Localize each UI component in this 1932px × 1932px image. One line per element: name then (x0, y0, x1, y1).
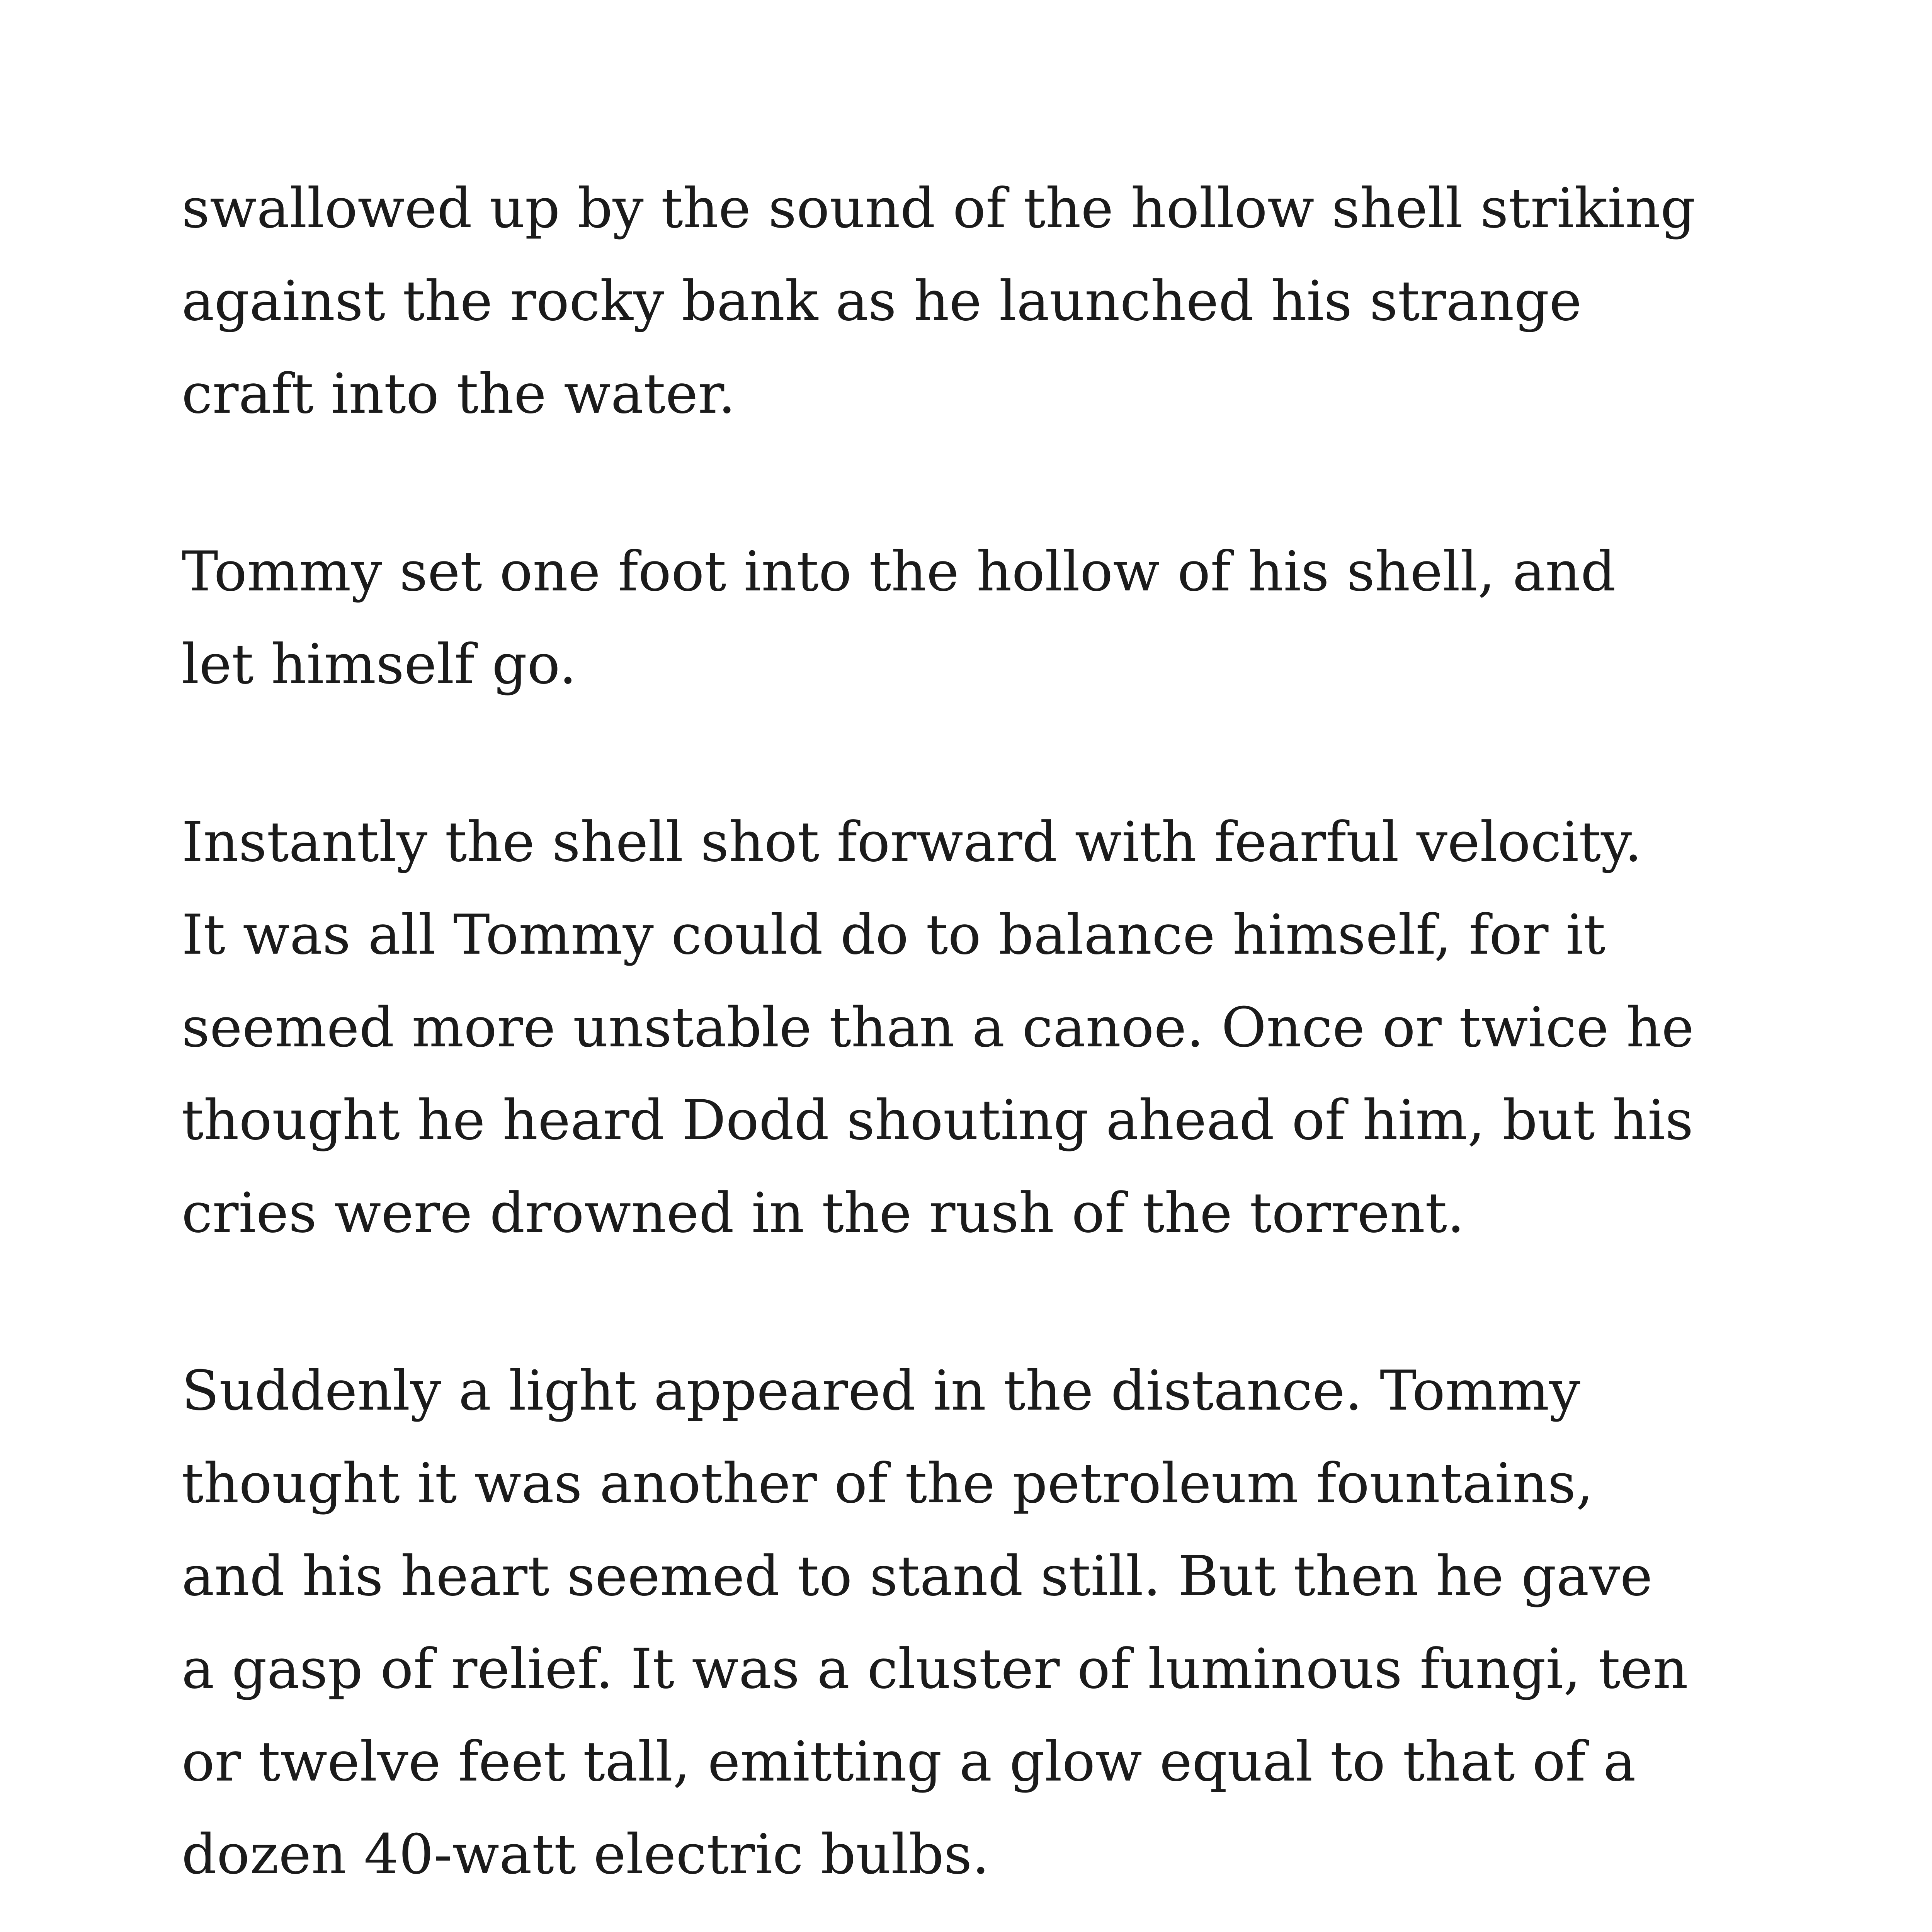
text-line: Instantly the shell shot forward with fearful velocity. (182, 810, 1642, 874)
paragraph-1 (182, 162, 1828, 440)
paragraph-3 (182, 796, 1828, 1260)
text-line: craft into the water. (182, 362, 736, 426)
text-line: swallowed up by the sound of the hollow shell striking (182, 177, 1696, 240)
text-line: It was all Tommy could do to balance himself, for it (182, 903, 1606, 967)
text-line: and his heart seemed to stand still. But then he gave (182, 1544, 1653, 1608)
text-line: thought he heard Dodd shouting ahead of him, but his (182, 1088, 1694, 1152)
text-line: let himself go. (182, 633, 577, 696)
text-line: or twelve feet tall, emitting a glow equal to that of a (182, 1730, 1636, 1794)
text-line: against the rocky bank as he launched his strange (182, 269, 1582, 333)
text-line: Tommy set one foot into the hollow of his shell, and (182, 540, 1616, 604)
text-line: thought it was another of the petroleum fountains, (182, 1452, 1594, 1515)
body-text (182, 162, 1828, 1932)
text-line: seemed more unstable than a canoe. Once or twice he (182, 996, 1694, 1060)
paragraph-2 (182, 526, 1828, 711)
text-line: a gasp of relief. It was a cluster of luminous fungi, ten (182, 1637, 1688, 1701)
text-line: dozen 40-watt electric bulbs. (182, 1823, 990, 1886)
text-line: Suddenly a light appeared in the distance. Tommy (182, 1359, 1580, 1423)
paragraph-4 (182, 1345, 1828, 1901)
text-line: cries were drowned in the rush of the torrent. (182, 1181, 1465, 1245)
